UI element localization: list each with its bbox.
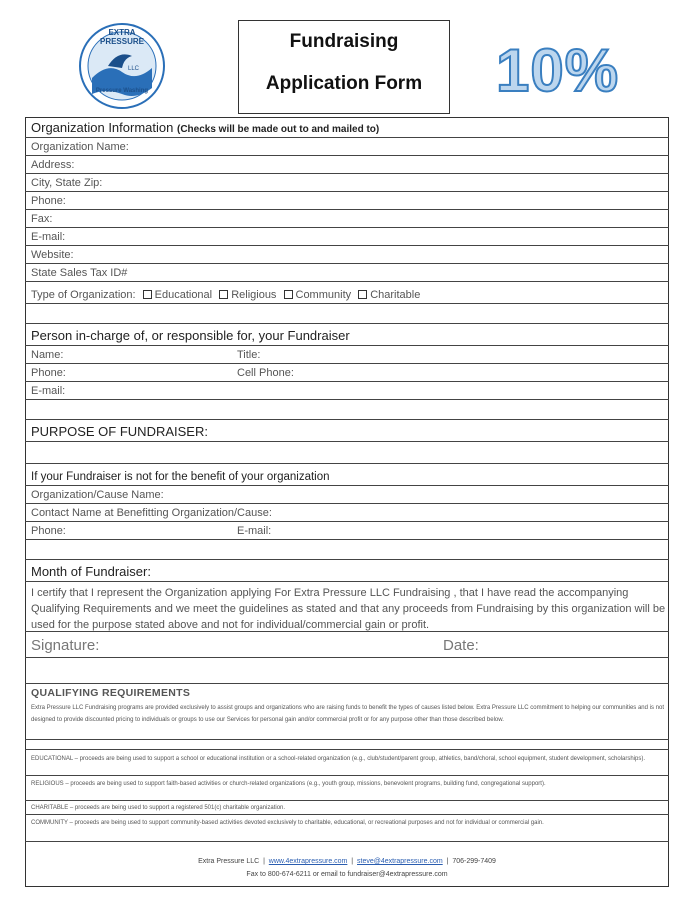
qualifying-heading: QUALIFYING REQUIREMENTS — [31, 687, 191, 699]
signature-row[interactable] — [25, 632, 669, 658]
org-name-label: Organization Name: — [31, 141, 129, 153]
spacer-row — [25, 740, 669, 750]
person-cell-label: Cell Phone: — [237, 367, 294, 379]
org-city-field[interactable] — [25, 174, 669, 192]
qualifying-intro: Extra Pressure LLC Fundraising programs are provided exclusively to assist groups and organizations who are raising funds to benefit the types of causes listed below. Extra Pressure LLC commitment to helping our communities and is not designed to provide discounted pricing to individuals or groups to use our Services for personal gain and/or commercial profit or for any purpose other than those described below. — [31, 705, 664, 723]
purpose-section-heading[interactable] — [25, 420, 669, 442]
org-website-field[interactable] — [25, 246, 669, 264]
org-type-label: Type of Organization: — [31, 289, 136, 301]
type-community: Community — [295, 289, 352, 301]
benefit-contact-label: Contact Name at Benefitting Organization/Cause: — [31, 507, 272, 519]
person-name-label: Name: — [31, 349, 64, 361]
benefit-phone-label: Phone: — [31, 525, 66, 537]
org-heading-note: (Checks will be made out to and mailed to) — [176, 124, 380, 135]
person-email-label: E-mail: — [31, 385, 66, 397]
org-heading: Organization Information — [31, 120, 174, 135]
spacer-row — [25, 400, 669, 420]
person-phone-label: Phone: — [31, 367, 66, 379]
benefit-heading: If your Fundraiser is not for the benefit of your organization — [31, 471, 330, 483]
person-heading: Person in-charge of, or responsible for, your Fundraiser — [31, 328, 350, 343]
footer-company: Extra Pressure LLC — [198, 858, 260, 865]
logo-text-bottom: Pressure Washing — [95, 88, 149, 94]
checkbox-charitable[interactable] — [358, 290, 367, 299]
type-educational: Educational — [154, 289, 213, 301]
org-section-heading — [25, 117, 669, 138]
org-phone-label: Phone: — [31, 195, 66, 207]
type-religious: Religious — [231, 289, 277, 301]
person-email-field[interactable] — [25, 382, 669, 400]
signature-label: Signature: — [31, 637, 100, 654]
benefit-contact-field[interactable] — [25, 504, 669, 522]
footer-line-1: Extra Pressure LLC | www.4extrapressure.com | steve@4extrapressure.com | 706-299-7409 — [198, 858, 496, 865]
benefit-org-field[interactable] — [25, 486, 669, 504]
person-name-field[interactable] — [25, 346, 669, 364]
checkbox-educational[interactable] — [143, 290, 152, 299]
logo-text-top: EXTRA PRESSURE — [99, 28, 144, 46]
org-address-label: Address: — [31, 159, 75, 171]
spacer-row — [25, 304, 669, 324]
footer-line-2: Fax to 800-674-6211 or email to fundraiser@4extrapressure.com — [246, 871, 448, 878]
title-line-1: Fundraising — [289, 31, 399, 52]
date-label: Date: — [443, 637, 479, 654]
person-section-heading — [25, 324, 669, 346]
org-name-field[interactable] — [25, 138, 669, 156]
logo-text-llc: LLC — [128, 66, 140, 72]
org-phone-field[interactable] — [25, 192, 669, 210]
benefit-email-label: E-mail: — [237, 525, 272, 537]
person-title-label: Title: — [237, 349, 261, 361]
org-fax-field[interactable] — [25, 210, 669, 228]
checkbox-religious[interactable] — [219, 290, 228, 299]
org-email-label: E-mail: — [31, 231, 66, 243]
charitable-requirement: CHARITABLE – proceeds are being used to support a registered 501(c) charitable organization. — [31, 805, 286, 811]
person-phone-field[interactable] — [25, 364, 669, 382]
org-city-label: City, State Zip: — [31, 177, 103, 189]
religious-requirement: RELIGIOUS – proceeds are being used to support faith-based activities or church-related organizations (e.g., youth group, missions, benevolent programs, building fund, congregational support). — [31, 781, 546, 787]
benefit-phone-field[interactable] — [25, 522, 669, 540]
purpose-heading: PURPOSE OF FUNDRAISER: — [31, 424, 208, 439]
certify-text: I certify that I represent the Organization applying For Extra Pressure LLC Fundraising , that I have read the accompanying Qualifying Requirements and we meet the guidelines as stated and that any proceeds from Fundraising by this organization will be used for the purpose stated above and not for individual/commercial gain or profit. — [31, 587, 666, 631]
educational-requirement: EDUCATIONAL – proceeds are being used to support a school or educational institution or a school-related organization (e.g., club/student/parent group, athletics, band/choral, school equipment, student development, scholarships). — [31, 756, 646, 762]
footer-website-link[interactable]: www.4extrapressure.com — [268, 858, 348, 865]
community-requirement: COMMUNITY – proceeds are being used to support community-based activities devoted exclusively to charitable, educational, or recreational purposes and not for individual or commercial gain. — [31, 820, 544, 826]
org-tax-id-label: State Sales Tax ID# — [31, 267, 128, 279]
title-line-2: Application Form — [265, 73, 423, 94]
percent-badge: 10% — [496, 37, 620, 104]
org-type-row — [25, 282, 669, 304]
org-website-label: Website: — [31, 249, 74, 261]
type-charitable: Charitable — [370, 289, 421, 301]
footer-phone: 706-299-7409 — [452, 858, 496, 865]
benefit-org-label: Organization/Cause Name: — [31, 489, 164, 501]
checkbox-community[interactable] — [284, 290, 293, 299]
org-address-field[interactable] — [25, 156, 669, 174]
org-tax-id-field[interactable] — [25, 264, 669, 282]
org-email-field[interactable] — [25, 228, 669, 246]
month-heading: Month of Fundraiser: — [31, 564, 151, 579]
benefit-section-heading — [25, 464, 669, 486]
spacer-row — [25, 658, 669, 684]
month-section-heading[interactable] — [25, 560, 669, 582]
org-fax-label: Fax: — [31, 213, 53, 225]
title-box — [238, 20, 450, 114]
spacer-row — [25, 540, 669, 560]
purpose-field[interactable] — [25, 442, 669, 464]
footer-email-link[interactable]: steve@4extrapressure.com — [357, 858, 443, 865]
